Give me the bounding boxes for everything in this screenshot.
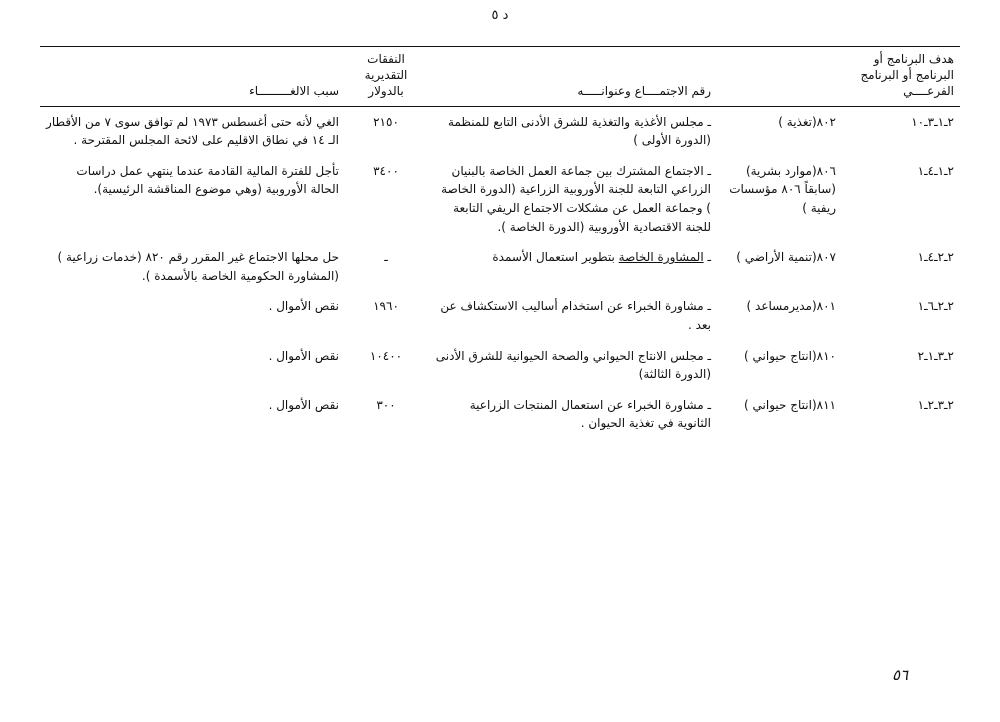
table-row <box>40 341 960 390</box>
row-program: ٨١٠(انتاج حيواني ) <box>744 348 836 363</box>
row-program: ٨٠٧(تنمية الأراضي ) <box>736 250 836 265</box>
row-reason: الغي لأنه حتى أغسطس ١٩٧٣ لم توافق سوى ٧ من الأقطار الـ ١٤ في نطاق الاقليم على لائحة المجلس المقترحة . <box>46 114 339 148</box>
row-reason: نقص الأموال . <box>268 299 339 314</box>
page-number: د ٥ <box>491 8 509 23</box>
meeting-underlined-text: المشاورة الخاصة <box>618 250 704 265</box>
row-program: ٨٠٦(موارد بشرية) (سابقاً ٨٠٦ مؤسسات ريفية ) <box>729 163 836 215</box>
meeting-suffix: بتطوير استعمال الأسمدة <box>492 250 619 265</box>
header-meeting: رقم الاجتمــــاع وعنوانـــــه <box>427 47 717 107</box>
row-meeting: ـ مشاورة الخبراء عن استعمال المنتجات الزراعية الثانوية في تغذية الحيوان . <box>469 397 711 431</box>
row-meeting: ـ الاجتماع المشترك بين جماعة العمل الخاصة بالبنيان الزراعي التابعة للجنة الأوروبية الزراعية (الدورة الخاصة ) وجماعة العمل عن مشكلات الاجتماع الريفي التابعة للجنة الاقتصادية الأوروبية (الدورة الخاصة ). <box>441 163 711 234</box>
meeting-prefix: ـ <box>703 250 711 265</box>
row-cost: ١٩٦٠ <box>373 299 399 314</box>
table-row <box>40 156 960 242</box>
header-program <box>717 47 842 107</box>
row-cost: ٢١٥٠ <box>373 114 399 129</box>
header-code: هدف البرنامج أو البرنامج أو البرنامج الفرعــــي <box>842 47 960 107</box>
row-reason: نقص الأموال . <box>268 397 339 412</box>
header-cost: النفقات التقديرية بالدولار <box>345 47 427 107</box>
row-reason: حل محلها الاجتماع غير المقرر رقم ٨٢٠ (خدمات زراعية ) (المشاورة الحكومية الخاصة بالأسمدة ). <box>57 250 339 283</box>
table-row <box>40 390 960 439</box>
meetings-table <box>40 46 960 439</box>
row-cost: ١٠٤٠٠ <box>369 348 403 363</box>
row-code: ٢ـ٣ـ٢ـ١ <box>917 397 954 412</box>
row-program: ٨١١(انتاج حيواني ) <box>744 397 836 412</box>
row-reason: نقص الأموال . <box>268 348 339 363</box>
row-code: ٢ـ٣ـ١ـ٢ <box>917 348 954 363</box>
row-code: ٢ـ١ـ٤ـ١ <box>917 163 954 178</box>
page-footer-mark: ٥٦ <box>892 666 909 684</box>
row-code: ٢ـ٢ـ٦ـ١ <box>917 299 954 314</box>
row-reason: تأجل للفترة المالية القادمة عندما ينتهي عمل دراسات الحالة الأوروبية (وهي موضوع المناقشة الرئيسية). <box>76 163 339 197</box>
row-meeting <box>427 242 717 291</box>
row-meeting: ـ مجلس الانتاج الحيواني والصحة الحيوانية للشرق الأدنى (الدورة الثالثة) <box>435 348 711 382</box>
header-reason: سبب الالغـــــــــاء <box>40 47 345 107</box>
row-program: ٨٠١(مديرمساعد ) <box>746 299 836 314</box>
row-code: ٢ـ١ـ٣ـ١٠ <box>911 114 954 129</box>
table-row <box>40 106 960 156</box>
row-code: ٢ـ٢ـ٤ـ١ <box>917 250 954 265</box>
row-program: ٨٠٢(تغذية ) <box>778 114 836 129</box>
table-header-row <box>40 47 960 107</box>
row-cost: ٣٤٠٠ <box>373 163 399 178</box>
row-meeting: ـ مجلس الأغذية والتغذية للشرق الأدنى التابع للمنظمة (الدورة الأولى ) <box>448 114 711 148</box>
row-meeting: ـ مشاورة الخبراء عن استخدام أساليب الاستكشاف عن بعد . <box>440 299 711 332</box>
table-row <box>40 291 960 340</box>
row-cost: ٣٠٠ <box>376 397 396 412</box>
table-row <box>40 242 960 291</box>
row-cost: ـ <box>384 250 388 265</box>
